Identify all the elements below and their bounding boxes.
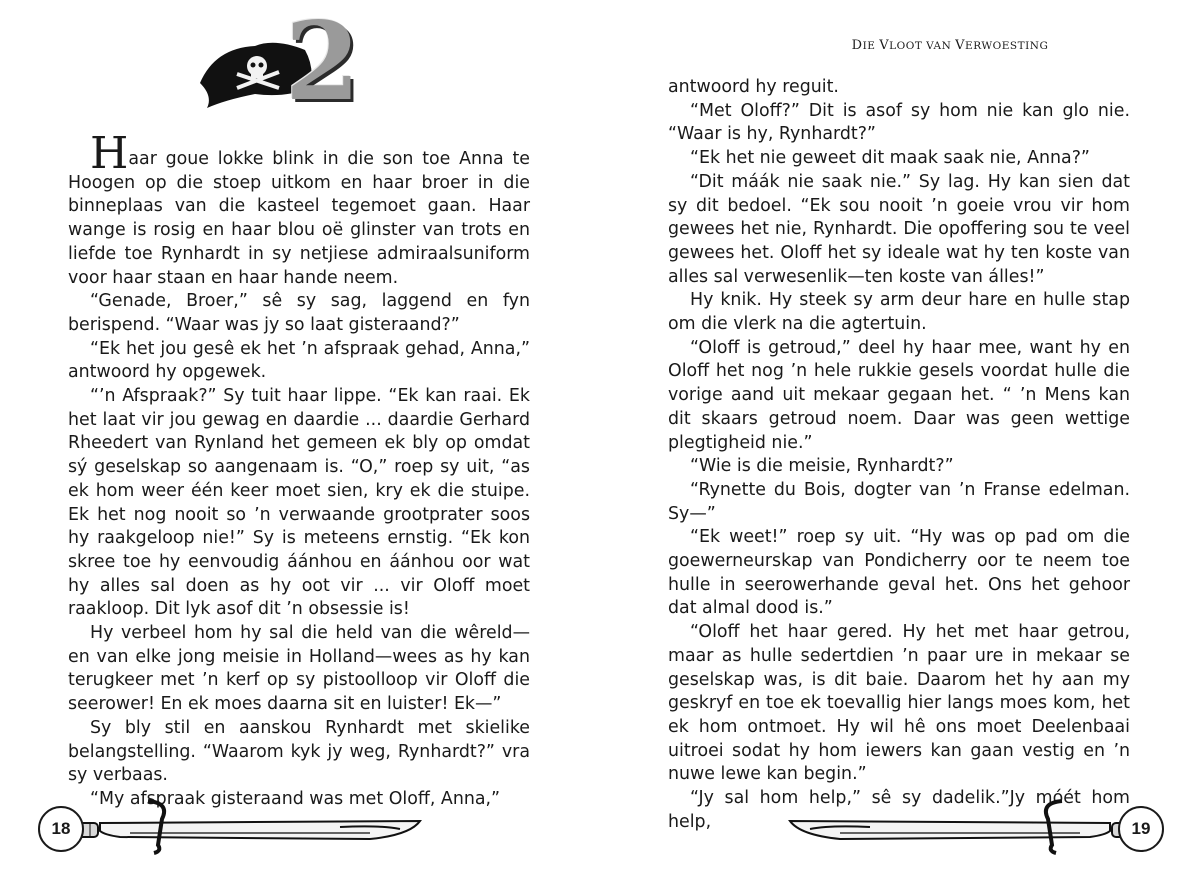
right-page-text xyxy=(668,76,1130,835)
paragraph: “Rynette du Bois, dogter van ’n Franse edelman. Sy—” xyxy=(668,479,1130,524)
drop-cap: H xyxy=(90,128,129,179)
right-page xyxy=(600,0,1200,893)
running-head: DIE VLOOT VAN VERWOESTING xyxy=(851,38,1049,53)
paragraph: “’n Afspraak?” Sy tuit haar lippe. “Ek kan raai. Ek het laat vir jou gewag en daardie ... daardie Gerhard Rheedert van Rynland het gemeen ek bly op omdat sý geselskap so aangenaam is. “O,” roep sy uit, “as ek hom weer één keer moet sien, kry ek die stuipe. Ek het nog nooit so ’n verwaande grootprater soos hy raakgeloop nie!” Sy is meteens ernstig. “Ek kon skree toe hy eenvoudig áánhou en áánhou oor wat hy alles sal doen as hy oot vir ... vir Oloff moet raakloop. Dit lyk asof dit ’n obsessie is! xyxy=(68,386,530,620)
paragraph: “Dit máák nie saak nie.” Sy lag. Hy kan sien dat sy dit bedoel. “Ek sou nooit ’n goeie vrou vir hom gewees het nie, Rynhardt. Die opoffering sou te veel gewees het. Oloff het sy ideale wat hy ten koste van alles sal verwesenlik—ten koste van álles!” xyxy=(668,171,1130,287)
page-number: 19 xyxy=(1118,806,1164,852)
page-number: 18 xyxy=(38,806,84,852)
paragraph: “Jy sal hom help,” sê sy dadelik.”Jy móét hom help, xyxy=(668,788,1130,832)
paragraph: “Oloff is getroud,” deel hy haar mee, want hy en Oloff het nog ’n hele rukkie gesels voordat hulle die vorige aand uit mekaar gegaan het. “ ’n Mens kan dit skaars getroud noem. Daar was geen wettige plegtigheid nie.” xyxy=(668,337,1130,453)
paragraph: Sy bly stil en aanskou Rynhardt met skielike belangstelling. “Waarom kyk jy weg, Rynhardt?” vra sy verbaas. xyxy=(68,717,530,786)
paragraph: “Met Oloff?” Dit is asof sy hom nie kan glo nie. “Waar is hy, Rynhardt?” xyxy=(668,100,1130,145)
paragraph: “Genade, Broer,” sê sy sag, laggend en fyn berispend. “Waar was jy so laat gisteraand?” xyxy=(68,291,530,335)
paragraph: Haar goue lokke blink in die son toe Anna te Hoogen op die stoep uitkom en haar broer in die binneplaas van die kasteel tegemoet gaan. Haar wange is rosig en haar blou oë glinster van trots en liefde toe Rynhardt in sy netjiese admiraalsuniform voor haar staan en haar hande neem. xyxy=(68,128,530,288)
paragraph: “Ek het jou gesê ek het ’n afspraak gehad, Anna,” antwoord hy opgewek. xyxy=(68,338,530,383)
sword-icon xyxy=(30,795,430,855)
paragraph: Hy knik. Hy steek sy arm deur hare en hulle stap om die vlerk na die agtertuin. xyxy=(668,290,1130,335)
paragraph: antwoord hy reguit. xyxy=(668,77,839,97)
left-page-text xyxy=(68,128,530,812)
paragraph: Hy verbeel hom hy sal die held van die wêreld—en van elke jong meisie in Holland—wees as hy kan terugkeer met ’n kerf op sy pistoolloop vir Oloff die seerower! En ek moes daarna sit en luister! Ek—” xyxy=(68,623,530,715)
paragraph: “My afspraak gisteraand was met Oloff, Anna,” xyxy=(90,788,501,809)
paragraph: “Oloff het haar gered. Hy het met haar getrou, maar as hulle sedertdien ’n paar ure in mekaar se geselskap was, is dit baie. Daarom het hy aan my geskryf en toe ek toevallig hier langs moes kom, het ek hom ontmoet. Hy wil hê ons moet Deelenbaai uitroei sodat hy hom iewers kan gaan vestig en ’n nuwe lewe kan begin.” xyxy=(668,622,1130,785)
paragraph: “Wie is die meisie, Rynhardt?” xyxy=(690,456,954,477)
chapter-number: 2 xyxy=(285,0,361,125)
paragraph: “Ek weet!” roep sy uit. “Hy was op pad om die goewerneurskap van Pondicherry oor te neem toe hulle in seerowerhande geval het. Ons het gehoor dat almal dood is.” xyxy=(668,527,1130,619)
paragraph: “Ek het nie geweet dit maak saak nie, Anna?” xyxy=(690,148,1090,169)
